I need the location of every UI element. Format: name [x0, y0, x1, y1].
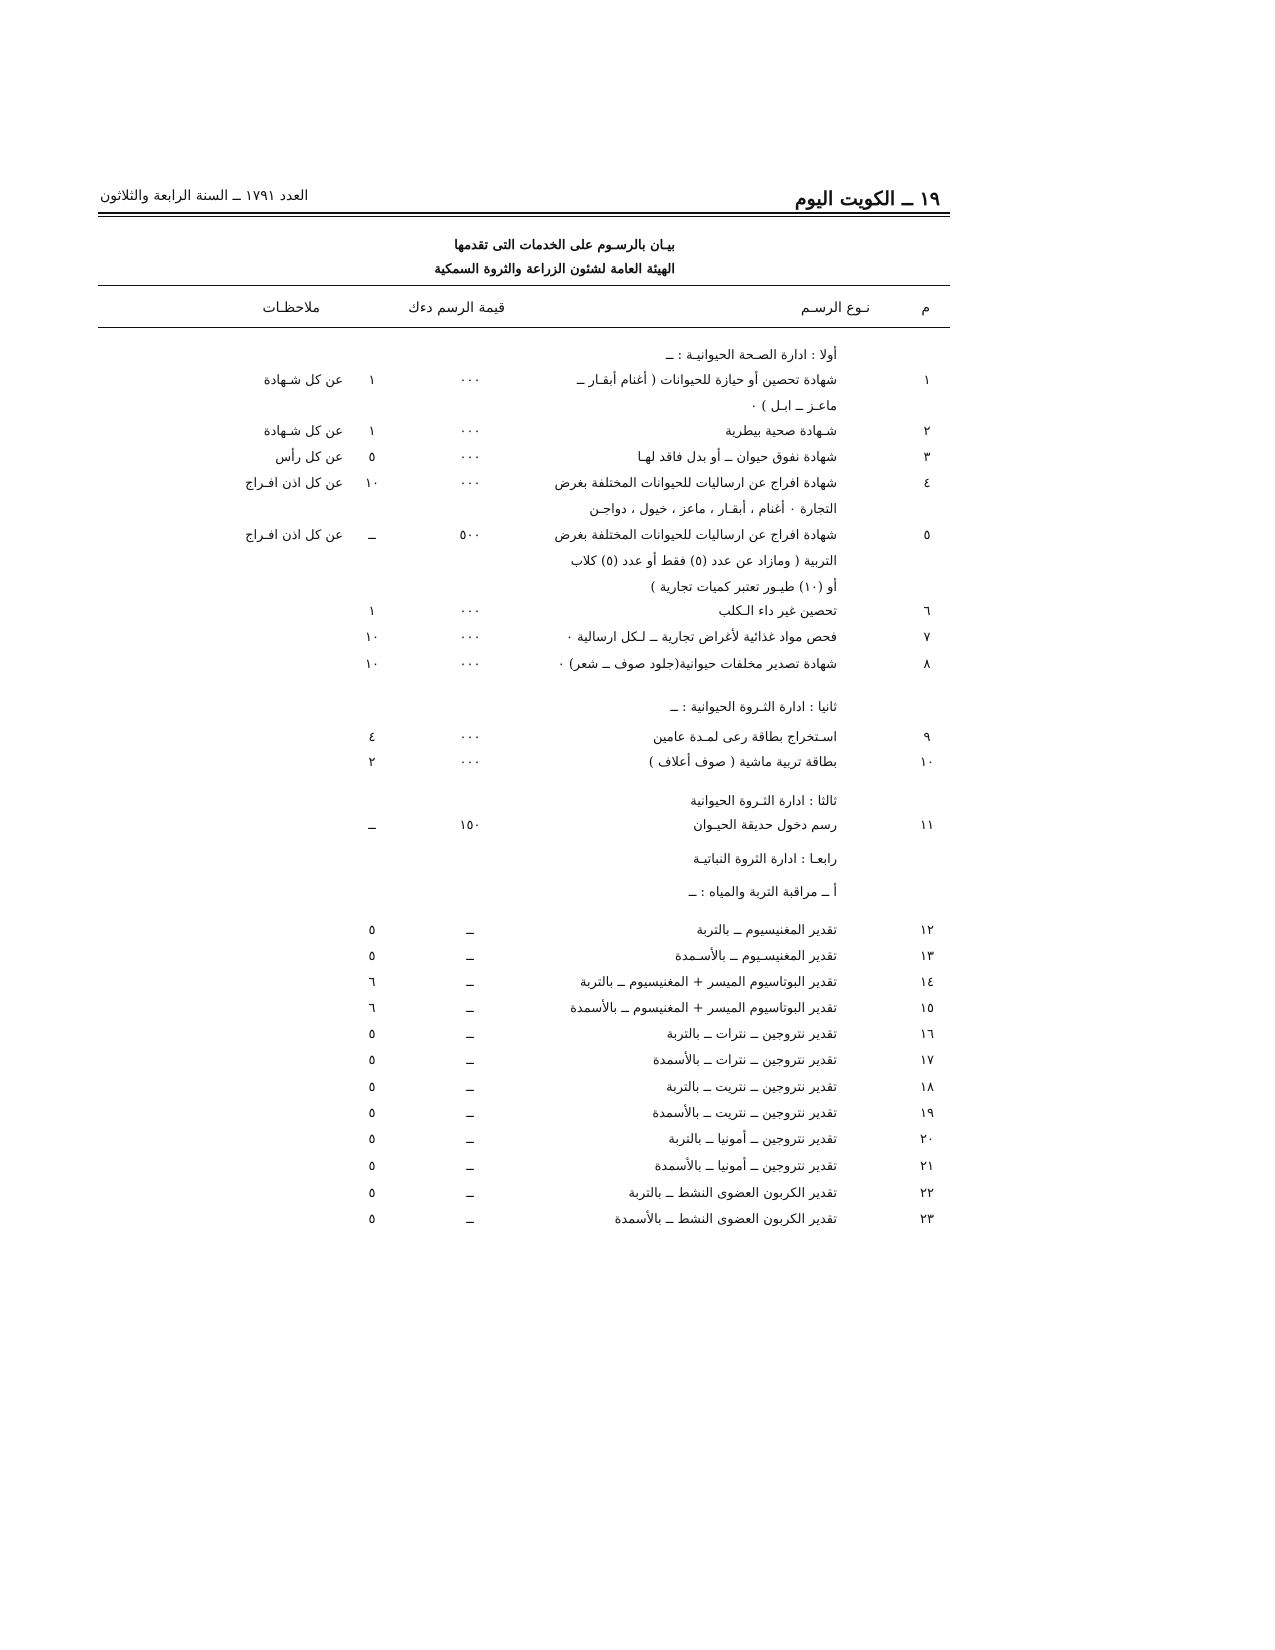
row-description: شهادة افراج عن ارساليات للحيوانات المختلفة بغرض	[554, 528, 837, 543]
header-rule	[98, 212, 950, 214]
row-number: ٢٣	[920, 1212, 934, 1227]
row-description: تقدير المغنيسيوم ــ بالتربة	[696, 923, 837, 938]
row-note: عن كل اذن افـراج	[245, 528, 343, 543]
row-fee: ٥	[368, 1132, 376, 1147]
row-fee: ١٠	[365, 657, 379, 672]
row-fee: ٥	[368, 1106, 376, 1121]
row-number: ١٣	[920, 949, 934, 964]
row-value: ١٥٠	[459, 818, 481, 833]
row-fee: ١	[368, 373, 376, 388]
row-value: ٠٠٠	[459, 604, 481, 619]
row-number: ١٦	[920, 1027, 934, 1042]
row-description: اسـتخراج بطاقة رعى لمـدة عامين	[652, 730, 837, 745]
row-number: ٤	[923, 476, 931, 491]
column-header-notes: ملاحظـات	[262, 300, 320, 316]
row-number: ٩	[923, 730, 931, 745]
row-number: ١٨	[920, 1080, 934, 1095]
row-value: ــ	[466, 1080, 474, 1095]
row-number: ١٥	[920, 1001, 934, 1016]
row-value: ٠٠٠	[459, 657, 481, 672]
column-header-num: م	[921, 300, 930, 316]
section-heading: ثالثا : ادارة الثـروة الحيوانية	[690, 794, 837, 809]
row-fee: ٥	[368, 450, 376, 465]
row-value: ٠٠٠	[459, 630, 481, 645]
row-description: تقدير البوتاسيوم الميسر + المغنيسوم ــ بالأسمدة	[570, 1001, 837, 1016]
row-number: ١١	[920, 818, 934, 833]
document-title-line2: الهيئة العامة لشئون الزراعة والثروة السمكية	[434, 262, 675, 277]
row-value: ٠٠٠	[459, 450, 481, 465]
row-description: تقدير نتروجين ــ أمونيا ــ بالأسمدة	[654, 1159, 837, 1174]
row-description: بطاقة تربية ماشية ( صوف أعلاف )	[648, 755, 837, 770]
row-number: ٢١	[920, 1159, 934, 1174]
row-number: ٢٠	[920, 1132, 934, 1147]
row-description: رسم دخول حديقة الحيـوان	[693, 818, 837, 833]
row-note: عن كل اذن افـراج	[245, 476, 343, 491]
row-number: ١٧	[920, 1053, 934, 1068]
header-rule-thin	[98, 216, 950, 217]
row-value: ــ	[466, 1132, 474, 1147]
row-fee: ١	[368, 424, 376, 439]
row-fee: ٥	[368, 923, 376, 938]
row-value: ٥٠٠	[459, 528, 481, 543]
row-description: شهادة افراج عن ارساليات للحيوانات المختلفة بغرض	[554, 476, 837, 491]
row-fee: ٥	[368, 1186, 376, 1201]
row-number: ١٤	[920, 975, 934, 990]
row-fee: ٥	[368, 1027, 376, 1042]
row-value: ــ	[466, 949, 474, 964]
row-fee: ٦	[368, 1001, 376, 1016]
column-header-value: قيمة الرسم دءك	[408, 300, 505, 316]
row-fee: ١٠	[365, 476, 379, 491]
row-description: شـهادة صحية بيطرية	[725, 424, 837, 439]
row-description: تقدير الكربون العضوى النشط ــ بالأسمدة	[614, 1212, 837, 1227]
row-value: ٠٠٠	[459, 373, 481, 388]
row-description: تقدير المغنيسـيوم ــ بالأسـمدة	[675, 949, 837, 964]
row-description: فحص مواد غذائية لأغراض تجارية ــ لـكل ارسالية ٠	[566, 630, 837, 645]
row-description: تقدير نتروجين ــ أمونيا ــ بالتربة	[668, 1132, 837, 1147]
row-description: تقدير نتروجين ــ نترات ــ بالتربة	[666, 1027, 837, 1042]
row-number: ١٩	[920, 1106, 934, 1121]
section-heading: ثانيا : ادارة الثـروة الحيوانية : ــ	[670, 700, 837, 715]
row-value: ــ	[466, 1186, 474, 1201]
row-fee: ٥	[368, 1080, 376, 1095]
row-value: ٠٠٠	[459, 476, 481, 491]
row-number: ٥	[923, 528, 931, 543]
row-description: أو (١٠) طيـور تعتبر كميات تجارية )	[650, 580, 837, 595]
row-number: ٨	[923, 657, 931, 672]
row-fee: ٦	[368, 975, 376, 990]
row-number: ٢	[923, 424, 931, 439]
row-value: ــ	[466, 1053, 474, 1068]
row-fee: ٤	[368, 730, 376, 745]
row-note: عن كل شـهادة	[263, 424, 343, 439]
row-number: ١٢	[920, 923, 934, 938]
row-value: ــ	[466, 1027, 474, 1042]
row-fee: ــ	[368, 528, 376, 543]
row-description: شهادة تصدير مخلفات حيوانية(جلود صوف ــ شعر) ٠	[557, 657, 837, 672]
row-description: تقدير نتروجين ــ نتريت ــ بالتربة	[666, 1080, 837, 1095]
page-title: ١٩ ــ الكويت اليوم	[794, 188, 940, 210]
row-number: ٦	[923, 604, 931, 619]
row-value: ٠٠٠	[459, 424, 481, 439]
row-description: شهادة نفوق حيوان ــ أو بدل فاقد لهـا	[637, 450, 837, 465]
row-number: ١٠	[920, 755, 934, 770]
row-description: ماعـز ــ ابـل ) ٠	[750, 399, 837, 414]
row-value: ــ	[466, 975, 474, 990]
row-description: شهادة تحصين أو حيازة للحيوانات ( أغنام أبقـار ــ	[576, 373, 837, 388]
row-number: ٢٢	[920, 1186, 934, 1201]
row-value: ــ	[466, 1212, 474, 1227]
row-number: ١	[923, 373, 931, 388]
row-fee: ٢	[368, 755, 376, 770]
row-value: ــ	[466, 1106, 474, 1121]
row-value: ــ	[466, 1159, 474, 1174]
row-fee: ٥	[368, 1212, 376, 1227]
row-number: ٧	[923, 630, 931, 645]
row-description: تحصين غير داء الـكلب	[718, 604, 837, 619]
row-fee: ١٠	[365, 630, 379, 645]
row-fee: ٥	[368, 1159, 376, 1174]
row-value: ٠٠٠	[459, 755, 481, 770]
row-fee: ــ	[368, 818, 376, 833]
row-number: ٣	[923, 450, 931, 465]
column-header-rule	[98, 327, 950, 328]
title-rule	[98, 285, 950, 286]
row-note: عن كل شـهادة	[263, 373, 343, 388]
row-description: تقدير نتروجين ــ نتريت ــ بالأسمدة	[652, 1106, 837, 1121]
column-header-type: نـوع الرسـم	[800, 300, 870, 316]
row-description: التجارة ٠ أغنام ، أبقـار ، ماعز ، خيول ، دواجـن	[589, 502, 837, 517]
row-description: تقدير نتروجين ــ نترات ــ بالأسمدة	[652, 1053, 837, 1068]
row-description: تقدير البوتاسيوم الميسر + المغنيسيوم ــ بالتربة	[580, 975, 837, 990]
section-heading: أ ــ مراقبة التربة والمياه : ــ	[688, 885, 837, 900]
section-heading: أولا : ادارة الصـحة الحيوانيـة : ــ	[665, 348, 837, 363]
row-fee: ٥	[368, 1053, 376, 1068]
row-note: عن كل رأس	[275, 450, 343, 465]
issue-info: العدد ١٧٩١ ــ السنة الرابعة والثلاثون	[100, 188, 309, 204]
row-description: تقدير الكربون العضوى النشط ــ بالتربة	[628, 1186, 837, 1201]
row-fee: ٥	[368, 949, 376, 964]
row-value: ــ	[466, 1001, 474, 1016]
row-description: التربية ( ومازاد عن عدد (٥) فقط أو عدد (٥) كلاب	[570, 554, 837, 569]
document-title-line1: بيـان بالرسـوم على الخدمات التى تقدمها	[454, 238, 675, 253]
row-value: ــ	[466, 923, 474, 938]
section-heading: رابعـا : ادارة الثروة النباتيـة	[692, 852, 837, 867]
row-fee: ١	[368, 604, 376, 619]
row-value: ٠٠٠	[459, 730, 481, 745]
